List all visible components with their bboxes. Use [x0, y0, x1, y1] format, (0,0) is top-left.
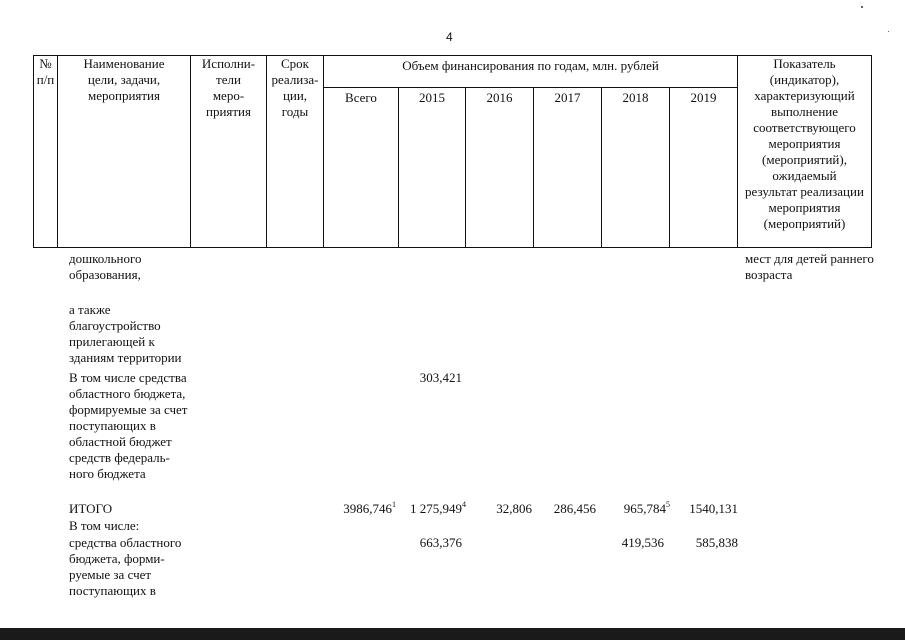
col-year-header: 2016: [466, 88, 534, 248]
itogo-total: 3986,746$^1$: [343, 499, 396, 516]
col-year-header: 2015: [399, 88, 466, 248]
value-d-2019: 585,838: [695, 535, 738, 550]
col-total-header: Всего: [324, 88, 399, 248]
col-name-header: Наименование цели, задачи, мероприятия: [58, 56, 191, 248]
itogo-2018: 965,784$^5$: [623, 499, 670, 516]
scan-edge-bar: [0, 628, 905, 640]
name-block-c: В том числе средства областного бюджета, формируемые за счет поступающих в областной бюджет средств федераль- ного бюджета: [69, 370, 188, 481]
itogo-2017: 286,456: [553, 501, 596, 516]
col-indicator-header: Показатель (индикатор), характеризующий выполнение соответствующего мероприятия (мероприятий), ожидаемый результат реализации мероприятия (мероприятий): [738, 56, 872, 248]
itogo-2019: 1540,131: [689, 501, 738, 516]
value-d-2015: 663,376: [419, 535, 462, 550]
col-executors-header: Исполни- тели меро- приятия: [191, 56, 267, 248]
scan-speck: [888, 31, 889, 32]
col-year-header: 2017: [534, 88, 602, 248]
name-block-a: дошкольного образования,: [69, 251, 142, 282]
including-label: В том числе:: [69, 518, 140, 533]
col-num-header: № п/п: [34, 56, 58, 248]
name-block-b: а также благоустройство прилегающей к зданиям территории: [69, 302, 182, 365]
name-block-d: средства областного бюджета, форми- руемые за счет поступающих в: [69, 535, 182, 598]
itogo-2015: 1 275,949$^4$: [410, 499, 466, 516]
value-c-2015: 303,421: [419, 370, 462, 385]
col-year-header: 2019: [670, 88, 738, 248]
itogo-label: ИТОГО: [69, 501, 113, 516]
page-number: 4: [446, 30, 453, 44]
value-d-2018: 419,536: [621, 535, 664, 550]
scan-speck: [861, 6, 863, 8]
itogo-2016: 32,806: [496, 501, 532, 516]
budget-table-header: [33, 55, 872, 248]
col-term-header: Срок реализа- ции, годы: [267, 56, 324, 248]
col-year-header: 2018: [602, 88, 670, 248]
col-funding-header: Объем финансирования по годам, млн. рублей: [324, 56, 738, 88]
indicator-block-a: мест для детей раннего возраста: [745, 251, 874, 282]
